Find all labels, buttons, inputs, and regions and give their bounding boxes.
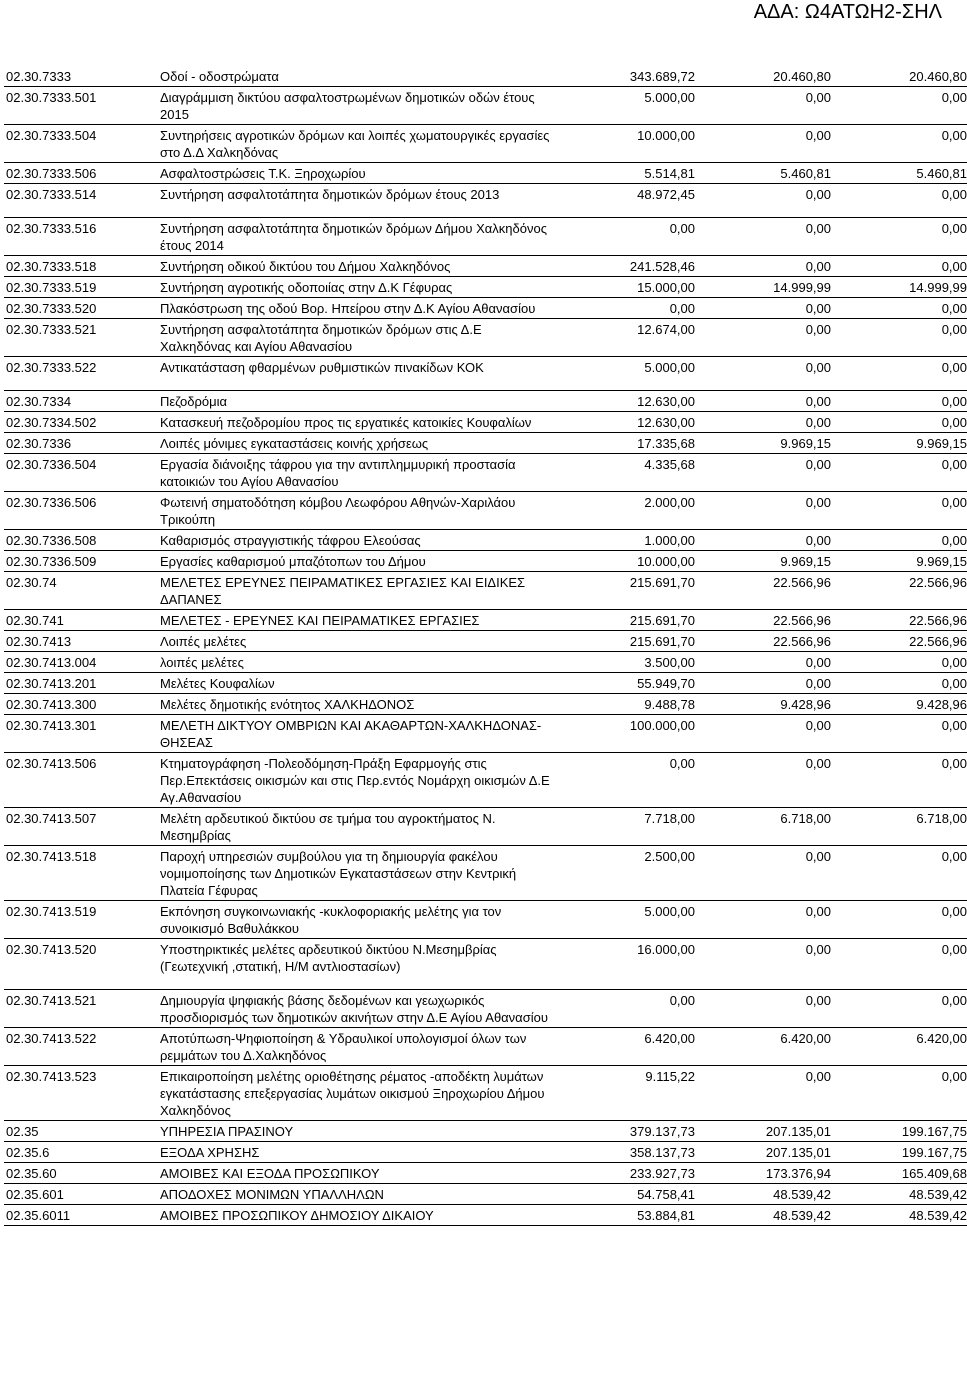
amount-1-cell: 6.420,00	[561, 1028, 697, 1066]
description-cell: Καθαρισμός στραγγιστικής τάφρου Ελεούσας	[158, 530, 561, 551]
description-cell: Αποτύπωση-Ψηφιοποίηση & Υδραυλικοί υπολογισμοί όλων των ρεμμάτων του Δ.Χαλκηδόνος	[158, 1028, 561, 1066]
account-code-cell: 02.35.6	[4, 1142, 158, 1163]
amount-2-cell: 0,00	[697, 391, 833, 412]
amount-3-cell: 0,00	[833, 357, 967, 391]
document-id-header: ΑΔΑ: Ω4ΑΤΩΗ2-ΣΗΛ	[753, 1, 942, 23]
amount-2-cell: 0,00	[697, 530, 833, 551]
budget-table-body	[4, 66, 967, 1226]
description-cell: Οδοί - οδοστρώματα	[158, 66, 561, 87]
table-row	[4, 492, 967, 530]
amount-2-cell: 0,00	[697, 990, 833, 1028]
amount-1-cell: 12.630,00	[561, 391, 697, 412]
amount-1-cell: 1.000,00	[561, 530, 697, 551]
amount-2-cell: 5.460,81	[697, 163, 833, 184]
amount-1-cell: 0,00	[561, 218, 697, 256]
account-code-cell: 02.30.7333.522	[4, 357, 158, 391]
amount-2-cell: 0,00	[697, 298, 833, 319]
table-row	[4, 753, 967, 808]
amount-3-cell: 48.539,42	[833, 1205, 967, 1226]
description-cell: ΜΕΛΕΤΕΣ - ΕΡΕΥΝΕΣ ΚΑΙ ΠΕΙΡΑΜΑΤΙΚΕΣ ΕΡΓΑΣΙΕΣ	[158, 610, 561, 631]
amount-2-cell: 22.566,96	[697, 631, 833, 652]
amount-3-cell: 199.167,75	[833, 1121, 967, 1142]
table-row	[4, 846, 967, 901]
amount-1-cell: 241.528,46	[561, 256, 697, 277]
table-row	[4, 673, 967, 694]
table-row	[4, 277, 967, 298]
amount-3-cell: 0,00	[833, 412, 967, 433]
amount-1-cell: 358.137,73	[561, 1142, 697, 1163]
table-row	[4, 901, 967, 939]
account-code-cell: 02.30.7336.506	[4, 492, 158, 530]
description-cell: Δημιουργία ψηφιακής βάσης δεδομένων και γεωχωρικός προσδιορισμός των δημοτικών ακινήτων στην Δ.Ε Αγίου Αθανασίου	[158, 990, 561, 1028]
amount-1-cell: 7.718,00	[561, 808, 697, 846]
table-row	[4, 1066, 967, 1121]
account-code-cell: 02.30.7413.004	[4, 652, 158, 673]
amount-1-cell: 215.691,70	[561, 610, 697, 631]
amount-3-cell: 0,00	[833, 652, 967, 673]
table-row	[4, 433, 967, 454]
amount-1-cell: 343.689,72	[561, 66, 697, 87]
amount-3-cell: 9.969,15	[833, 433, 967, 454]
account-code-cell: 02.30.7336.509	[4, 551, 158, 572]
amount-3-cell: 22.566,96	[833, 610, 967, 631]
amount-1-cell: 233.927,73	[561, 1163, 697, 1184]
amount-2-cell: 0,00	[697, 218, 833, 256]
amount-2-cell: 0,00	[697, 1066, 833, 1121]
description-cell: Ασφαλτοστρώσεις Τ.Κ. Ξηροχωρίου	[158, 163, 561, 184]
amount-1-cell: 17.335,68	[561, 433, 697, 454]
amount-1-cell: 55.949,70	[561, 673, 697, 694]
amount-2-cell: 0,00	[697, 454, 833, 492]
description-cell: Εργασία διάνοιξης τάφρου για την αντιπλημμυρική προστασία κατοικιών του Αγίου Αθανασίου	[158, 454, 561, 492]
amount-3-cell: 0,00	[833, 298, 967, 319]
account-code-cell: 02.30.7334	[4, 391, 158, 412]
amount-1-cell: 12.674,00	[561, 319, 697, 357]
description-cell: λοιπές μελέτες	[158, 652, 561, 673]
amount-1-cell: 5.000,00	[561, 87, 697, 125]
amount-1-cell: 3.500,00	[561, 652, 697, 673]
table-row	[4, 163, 967, 184]
description-cell: Μελέτες δημοτικής ενότητος ΧΑΛΚΗΔΟΝΟΣ	[158, 694, 561, 715]
amount-2-cell: 48.539,42	[697, 1205, 833, 1226]
amount-2-cell: 173.376,94	[697, 1163, 833, 1184]
account-code-cell: 02.30.7413.523	[4, 1066, 158, 1121]
amount-2-cell: 0,00	[697, 673, 833, 694]
description-cell: Συντήρηση αγροτικής οδοποιίας στην Δ.Κ Γέφυρας	[158, 277, 561, 298]
table-row	[4, 66, 967, 87]
table-row	[4, 218, 967, 256]
amount-2-cell: 9.969,15	[697, 551, 833, 572]
amount-2-cell: 22.566,96	[697, 572, 833, 610]
table-row	[4, 652, 967, 673]
amount-2-cell: 0,00	[697, 256, 833, 277]
amount-1-cell: 48.972,45	[561, 184, 697, 218]
description-cell: Συντήρηση ασφαλτοτάπητα δημοτικών δρόμων έτους 2013	[158, 184, 561, 218]
amount-3-cell: 0,00	[833, 87, 967, 125]
table-row	[4, 1205, 967, 1226]
account-code-cell: 02.30.7413.521	[4, 990, 158, 1028]
description-cell: Λοιπές μελέτες	[158, 631, 561, 652]
description-cell: Εργασίες καθαρισμού μπαζότοπων του Δήμου	[158, 551, 561, 572]
description-cell: ΜΕΛΕΤΗ ΔΙΚΤΥΟΥ ΟΜΒΡΙΩΝ ΚΑΙ ΑΚΑΘΑΡΤΩΝ-ΧΑΛΚΗΔΟΝΑΣ-ΘΗΣΕΑΣ	[158, 715, 561, 753]
amount-3-cell: 0,00	[833, 715, 967, 753]
table-row	[4, 412, 967, 433]
amount-1-cell: 215.691,70	[561, 572, 697, 610]
table-row	[4, 454, 967, 492]
description-cell: Συντήρηση ασφαλτοτάπητα δημοτικών δρόμων στις Δ.Ε Χαλκηδόνας και Αγίου Αθανασίου	[158, 319, 561, 357]
description-cell: Υποστηρικτικές μελέτες αρδευτικού δικτύου Ν.Μεσημβρίας (Γεωτεχνική ,στατική, Η/Μ αντλιοστασίων)	[158, 939, 561, 990]
account-code-cell: 02.30.7333.520	[4, 298, 158, 319]
amount-1-cell: 2.500,00	[561, 846, 697, 901]
amount-1-cell: 9.115,22	[561, 1066, 697, 1121]
amount-3-cell: 0,00	[833, 125, 967, 163]
amount-1-cell: 5.000,00	[561, 901, 697, 939]
description-cell: ΑΜΟΙΒΕΣ ΚΑΙ ΕΞΟΔΑ ΠΡΟΣΩΠΙΚΟΥ	[158, 1163, 561, 1184]
amount-3-cell: 0,00	[833, 492, 967, 530]
account-code-cell: 02.30.7413.201	[4, 673, 158, 694]
amount-3-cell: 199.167,75	[833, 1142, 967, 1163]
amount-3-cell: 0,00	[833, 990, 967, 1028]
account-code-cell: 02.30.7413.507	[4, 808, 158, 846]
account-code-cell: 02.30.7333.506	[4, 163, 158, 184]
description-cell: Λοιπές μόνιμες εγκαταστάσεις κοινής χρήσεως	[158, 433, 561, 454]
table-row	[4, 1184, 967, 1205]
account-code-cell: 02.30.7413.506	[4, 753, 158, 808]
description-cell: Παροχή υπηρεσιών συμβούλου για τη δημιουργία φακέλου νομιμοποίησης των Δημοτικών Εγκαταστάσεων στην Κεντρική Πλατεία Γέφυρας	[158, 846, 561, 901]
description-cell: Μελέτη αρδευτικού δικτύου σε τμήμα του αγροκτήματος Ν. Μεσημβρίας	[158, 808, 561, 846]
description-cell: Συντήρηση οδικού δικτύου του Δήμου Χαλκηδόνος	[158, 256, 561, 277]
table-row	[4, 551, 967, 572]
account-code-cell: 02.30.7413.518	[4, 846, 158, 901]
amount-2-cell: 48.539,42	[697, 1184, 833, 1205]
account-code-cell: 02.30.7413.301	[4, 715, 158, 753]
amount-1-cell: 15.000,00	[561, 277, 697, 298]
amount-1-cell: 12.630,00	[561, 412, 697, 433]
table-row	[4, 319, 967, 357]
amount-1-cell: 2.000,00	[561, 492, 697, 530]
table-row	[4, 391, 967, 412]
amount-1-cell: 4.335,68	[561, 454, 697, 492]
amount-3-cell: 0,00	[833, 939, 967, 990]
description-cell: Επικαιροποίηση μελέτης οριοθέτησης ρέματος -αποδέκτη λυμάτων εγκατάστασης επεξεργασίας λυμάτων οικισμού Ξηροχωρίου Δήμου Χαλκηδόνος	[158, 1066, 561, 1121]
description-cell: Αντικατάσταση φθαρμένων ρυθμιστικών πινακίδων ΚΟΚ	[158, 357, 561, 391]
account-code-cell: 02.35	[4, 1121, 158, 1142]
description-cell: Πεζοδρόμια	[158, 391, 561, 412]
amount-3-cell: 0,00	[833, 846, 967, 901]
amount-1-cell: 5.514,81	[561, 163, 697, 184]
amount-2-cell: 0,00	[697, 652, 833, 673]
table-row	[4, 87, 967, 125]
amount-2-cell: 6.718,00	[697, 808, 833, 846]
amount-1-cell: 10.000,00	[561, 551, 697, 572]
table-row	[4, 808, 967, 846]
amount-3-cell: 0,00	[833, 1066, 967, 1121]
amount-3-cell: 9.969,15	[833, 551, 967, 572]
description-cell: Εκπόνηση συγκοινωνιακής -κυκλοφοριακής μελέτης για τον συνοικισμό Βαθυλάκκου	[158, 901, 561, 939]
amount-3-cell: 0,00	[833, 184, 967, 218]
amount-1-cell: 16.000,00	[561, 939, 697, 990]
amount-3-cell: 0,00	[833, 673, 967, 694]
description-cell: Συντηρήσεις αγροτικών δρόμων και λοιπές χωματουργικές εργασίες στο Δ.Δ Χαλκηδόνας	[158, 125, 561, 163]
account-code-cell: 02.30.7413.519	[4, 901, 158, 939]
amount-1-cell: 0,00	[561, 298, 697, 319]
description-cell: Διαγράμμιση δικτύου ασφαλτοστρωμένων δημοτικών οδών έτους 2015	[158, 87, 561, 125]
amount-3-cell: 0,00	[833, 319, 967, 357]
table-row	[4, 125, 967, 163]
amount-3-cell: 22.566,96	[833, 631, 967, 652]
table-row	[4, 694, 967, 715]
table-row	[4, 610, 967, 631]
table-row	[4, 631, 967, 652]
account-code-cell: 02.30.7334.502	[4, 412, 158, 433]
amount-1-cell: 379.137,73	[561, 1121, 697, 1142]
amount-1-cell: 10.000,00	[561, 125, 697, 163]
account-code-cell: 02.30.741	[4, 610, 158, 631]
account-code-cell: 02.30.7413.522	[4, 1028, 158, 1066]
account-code-cell: 02.30.7333.501	[4, 87, 158, 125]
table-row	[4, 715, 967, 753]
amount-3-cell: 48.539,42	[833, 1184, 967, 1205]
budget-table	[4, 66, 967, 1226]
description-cell: ΑΜΟΙΒΕΣ ΠΡΟΣΩΠΙΚΟΥ ΔΗΜΟΣΙΟΥ ΔΙΚΑΙΟΥ	[158, 1205, 561, 1226]
account-code-cell: 02.35.60	[4, 1163, 158, 1184]
table-row	[4, 1121, 967, 1142]
amount-2-cell: 0,00	[697, 412, 833, 433]
amount-1-cell: 54.758,41	[561, 1184, 697, 1205]
table-row	[4, 1142, 967, 1163]
amount-1-cell: 53.884,81	[561, 1205, 697, 1226]
amount-2-cell: 0,00	[697, 901, 833, 939]
table-row	[4, 1028, 967, 1066]
amount-2-cell: 0,00	[697, 492, 833, 530]
description-cell: Φωτεινή σηματοδότηση κόμβου Λεωφόρου Αθηνών-Χαριλάου Τρικούπη	[158, 492, 561, 530]
account-code-cell: 02.30.7413.300	[4, 694, 158, 715]
amount-1-cell: 0,00	[561, 753, 697, 808]
amount-2-cell: 20.460,80	[697, 66, 833, 87]
amount-1-cell: 215.691,70	[561, 631, 697, 652]
description-cell: ΥΠΗΡΕΣΙΑ ΠΡΑΣΙΝΟΥ	[158, 1121, 561, 1142]
account-code-cell: 02.30.7333.519	[4, 277, 158, 298]
amount-1-cell: 0,00	[561, 990, 697, 1028]
table-row	[4, 990, 967, 1028]
amount-2-cell: 0,00	[697, 846, 833, 901]
amount-2-cell: 9.428,96	[697, 694, 833, 715]
amount-2-cell: 0,00	[697, 184, 833, 218]
amount-2-cell: 0,00	[697, 125, 833, 163]
amount-3-cell: 0,00	[833, 218, 967, 256]
table-row	[4, 184, 967, 218]
table-row	[4, 357, 967, 391]
amount-3-cell: 22.566,96	[833, 572, 967, 610]
amount-3-cell: 0,00	[833, 901, 967, 939]
amount-3-cell: 6.718,00	[833, 808, 967, 846]
amount-2-cell: 9.969,15	[697, 433, 833, 454]
amount-1-cell: 100.000,00	[561, 715, 697, 753]
table-row	[4, 939, 967, 990]
amount-2-cell: 0,00	[697, 87, 833, 125]
account-code-cell: 02.30.74	[4, 572, 158, 610]
account-code-cell: 02.30.7333.516	[4, 218, 158, 256]
amount-2-cell: 6.420,00	[697, 1028, 833, 1066]
amount-3-cell: 0,00	[833, 256, 967, 277]
amount-3-cell: 14.999,99	[833, 277, 967, 298]
amount-2-cell: 0,00	[697, 357, 833, 391]
table-row	[4, 572, 967, 610]
description-cell: ΕΞΟΔΑ ΧΡΗΣΗΣ	[158, 1142, 561, 1163]
amount-3-cell: 0,00	[833, 454, 967, 492]
amount-3-cell: 5.460,81	[833, 163, 967, 184]
account-code-cell: 02.30.7333.504	[4, 125, 158, 163]
amount-2-cell: 0,00	[697, 715, 833, 753]
amount-2-cell: 0,00	[697, 753, 833, 808]
amount-2-cell: 207.135,01	[697, 1121, 833, 1142]
account-code-cell: 02.30.7333.518	[4, 256, 158, 277]
amount-1-cell: 9.488,78	[561, 694, 697, 715]
table-row	[4, 1163, 967, 1184]
account-code-cell: 02.30.7413	[4, 631, 158, 652]
account-code-cell: 02.30.7333.521	[4, 319, 158, 357]
amount-2-cell: 207.135,01	[697, 1142, 833, 1163]
account-code-cell: 02.30.7333	[4, 66, 158, 87]
account-code-cell: 02.30.7336	[4, 433, 158, 454]
description-cell: Κτηματογράφηση -Πολεοδόμηση-Πράξη Εφαρμογής στις Περ.Επεκτάσεις οικισμών και στις Περ.εντός Νομάρχη οικισμών Δ.Ε Αγ.Αθανασίου	[158, 753, 561, 808]
amount-3-cell: 6.420,00	[833, 1028, 967, 1066]
amount-3-cell: 0,00	[833, 391, 967, 412]
amount-3-cell: 0,00	[833, 530, 967, 551]
description-cell: Κατασκευή πεζοδρομίου προς τις εργατικές κατοικίες Κουφαλίων	[158, 412, 561, 433]
account-code-cell: 02.30.7333.514	[4, 184, 158, 218]
description-cell: Πλακόστρωση της οδού Βορ. Ηπείρου στην Δ.Κ Αγίου Αθανασίου	[158, 298, 561, 319]
amount-3-cell: 165.409,68	[833, 1163, 967, 1184]
amount-2-cell: 0,00	[697, 939, 833, 990]
account-code-cell: 02.30.7336.504	[4, 454, 158, 492]
account-code-cell: 02.35.601	[4, 1184, 158, 1205]
description-cell: ΑΠΟΔΟΧΕΣ ΜΟΝΙΜΩΝ ΥΠΑΛΛΗΛΩΝ	[158, 1184, 561, 1205]
amount-3-cell: 9.428,96	[833, 694, 967, 715]
account-code-cell: 02.30.7336.508	[4, 530, 158, 551]
amount-2-cell: 14.999,99	[697, 277, 833, 298]
account-code-cell: 02.35.6011	[4, 1205, 158, 1226]
amount-2-cell: 22.566,96	[697, 610, 833, 631]
account-code-cell: 02.30.7413.520	[4, 939, 158, 990]
amount-2-cell: 0,00	[697, 319, 833, 357]
amount-1-cell: 5.000,00	[561, 357, 697, 391]
amount-3-cell: 0,00	[833, 753, 967, 808]
table-row	[4, 298, 967, 319]
amount-3-cell: 20.460,80	[833, 66, 967, 87]
table-row	[4, 256, 967, 277]
description-cell: Συντήρηση ασφαλτοτάπητα δημοτικών δρόμων Δήμου Χαλκηδόνος έτους 2014	[158, 218, 561, 256]
description-cell: ΜΕΛΕΤΕΣ ΕΡΕΥΝΕΣ ΠΕΙΡΑΜΑΤΙΚΕΣ ΕΡΓΑΣΙΕΣ ΚΑΙ ΕΙΔΙΚΕΣ ΔΑΠΑΝΕΣ	[158, 572, 561, 610]
table-row	[4, 530, 967, 551]
description-cell: Μελέτες Κουφαλίων	[158, 673, 561, 694]
